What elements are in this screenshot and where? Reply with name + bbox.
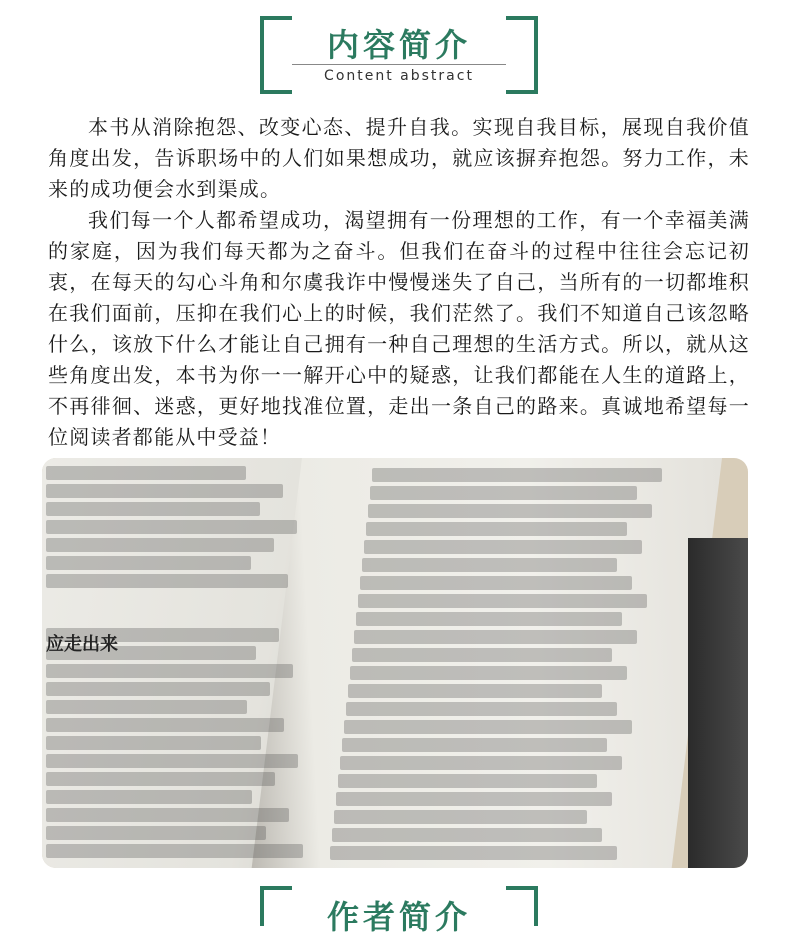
printed-text-line xyxy=(46,682,270,696)
printed-text-line xyxy=(46,736,261,750)
printed-text-line xyxy=(46,844,303,858)
printed-text-line xyxy=(356,612,622,626)
printed-text-line xyxy=(46,790,252,804)
printed-text-line xyxy=(46,466,246,480)
content-title: 内容简介 xyxy=(326,26,471,64)
content-subtitle: Content abstract xyxy=(324,68,474,84)
printed-text-line xyxy=(352,648,612,662)
title-divider xyxy=(292,64,506,65)
printed-text-line xyxy=(358,594,647,608)
author-title: 作者简介 xyxy=(326,898,471,936)
printed-text-line xyxy=(346,702,617,716)
printed-text-line xyxy=(344,720,632,734)
printed-text-line xyxy=(368,504,652,518)
printed-text-line xyxy=(372,468,662,482)
printed-text-line xyxy=(370,486,637,500)
printed-text-line xyxy=(46,772,275,786)
book-text-lines xyxy=(42,458,748,868)
printed-text-line xyxy=(342,738,607,752)
printed-text-line xyxy=(46,700,247,714)
printed-text-line xyxy=(338,774,597,788)
printed-text-line xyxy=(348,684,602,698)
printed-text-line xyxy=(46,556,251,570)
frame-corner xyxy=(506,90,534,94)
printed-text-line xyxy=(332,828,602,842)
printed-text-line xyxy=(46,718,284,732)
printed-text-line xyxy=(46,826,266,840)
printed-text-line xyxy=(354,630,637,644)
frame-corner xyxy=(264,90,292,94)
printed-text-line xyxy=(330,846,617,860)
printed-text-line xyxy=(46,664,293,678)
printed-text-line xyxy=(334,810,587,824)
printed-text-line xyxy=(366,522,627,536)
printed-text-line xyxy=(350,666,627,680)
printed-text-line xyxy=(360,576,632,590)
content-body xyxy=(48,112,750,453)
printed-text-line xyxy=(362,558,617,572)
printed-text-line xyxy=(46,754,298,768)
book-page-heading: 应走出来 xyxy=(46,634,118,655)
printed-text-line xyxy=(46,808,289,822)
printed-text-line xyxy=(46,574,288,588)
open-book-photo xyxy=(42,458,748,868)
content-paragraph: 本书从消除抱怨、改变心态、提升自我。实现自我目标，展现自我价值角度出发，告诉职场中的人们如果想成功，就应该摒弃抱怨。努力工作，未来的成功便会水到渠成。 xyxy=(48,115,750,201)
printed-text-line xyxy=(340,756,622,770)
content-paragraph: 我们每一个人都希望成功，渴望拥有一份理想的工作，有一个幸福美满的家庭，因为我们每天都为之奋斗。但我们在奋斗的过程中往往会忘记初衷，在每天的勾心斗角和尔虞我诈中慢慢迷失了自己，当所有的一切都堆积在我们面前，压抑在我们心上的时候，我们茫然了。我们不知道自己该忽略什么，该放下什么才能让自己拥有一种自己理想的生活方式。所以，就从这些角度出发，本书为你一一解开心中的疑惑，让我们都能在人生的道路上，不再徘徊、迷惑，更好地找准位置，走出一条自己的路来。真诚地希望每一位阅读者都能从中受益！ xyxy=(48,208,750,449)
printed-text-line xyxy=(336,792,612,806)
printed-text-line xyxy=(46,520,297,534)
printed-text-line xyxy=(46,502,260,516)
printed-text-line xyxy=(46,538,274,552)
printed-text-line xyxy=(46,484,283,498)
printed-text-line xyxy=(364,540,642,554)
